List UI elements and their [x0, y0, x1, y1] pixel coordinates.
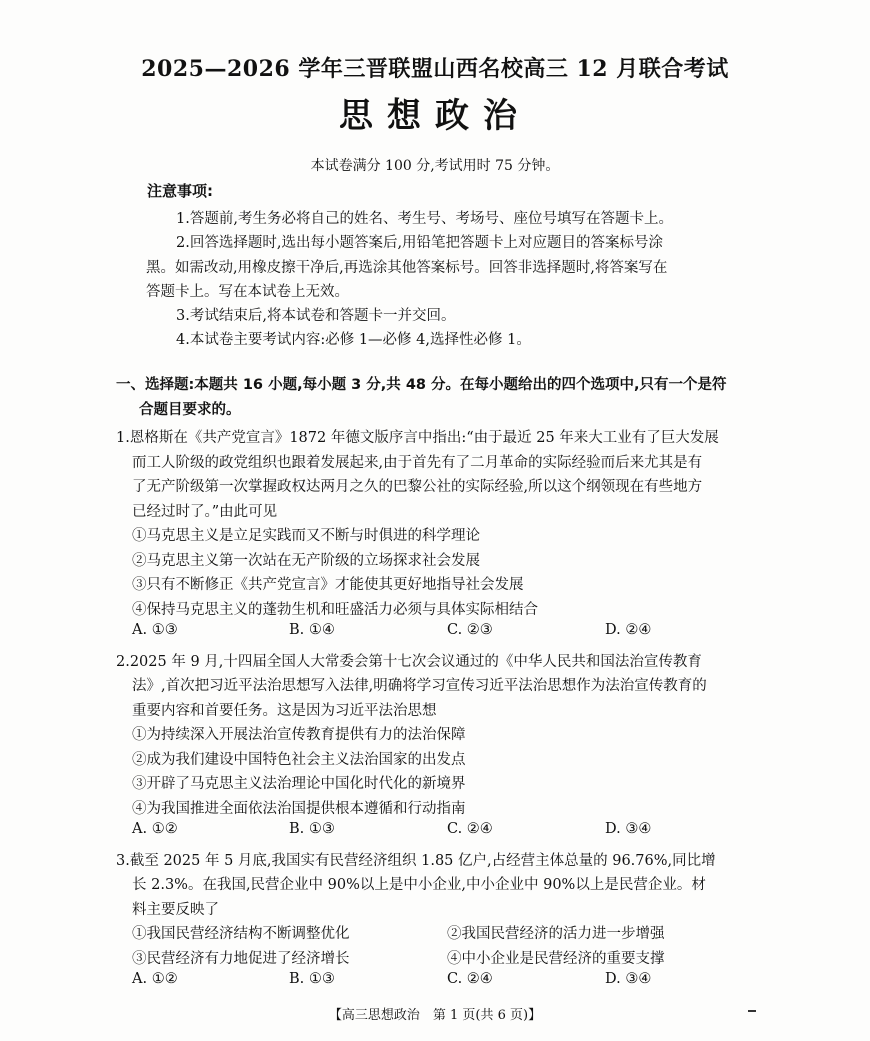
note-line: 1.答题前,考生务必将自己的姓名、考生号、考场号、座位号填写在答题卡上。	[176, 211, 673, 227]
statement: ③开辟了马克思主义法治理论中国化时代化的新境界	[132, 776, 466, 792]
statement: ①马克思主义是立足实践而又不断与时俱进的科学理论	[132, 528, 480, 544]
option-b: B. ①④	[289, 622, 335, 638]
scan-mark	[748, 1010, 756, 1012]
question-stem: 1.恩格斯在《共产党宣言》1872 年德文版序言中指出:“由于最近 25 年来大工业有了巨大发展	[116, 430, 719, 446]
statement: ①我国民营经济结构不断调整优化	[132, 926, 350, 942]
question-stem: 长 2.3%。在我国,民营企业中 90%以上是中小企业,中小企业中 90%以上是民营企业。材	[132, 877, 706, 893]
question-stem: 料主要反映了	[132, 902, 219, 918]
question-stem: 了无产阶级第一次掌握政权达两月之久的巴黎公社的实际经验,所以这个纲领现在有些地方	[132, 479, 703, 495]
option-a: A. ①②	[132, 971, 178, 987]
statement: ②成为我们建设中国特色社会主义法治国家的出发点	[132, 752, 466, 768]
statement: ①为持续深入开展法治宣传教育提供有力的法治保障	[132, 727, 466, 743]
statement: ④保持马克思主义的蓬勃生机和旺盛活力必须与具体实际相结合	[132, 602, 538, 618]
note-line: 3.考试结束后,将本试卷和答题卡一并交回。	[176, 308, 456, 324]
statement: ③只有不断修正《共产党宣言》才能使其更好地指导社会发展	[132, 577, 524, 593]
statement: ③民营经济有力地促进了经济增长	[132, 951, 350, 967]
statement: ④为我国推进全面依法治国提供根本遵循和行动指南	[132, 801, 466, 817]
statement: ②马克思主义第一次站在无产阶级的立场探求社会发展	[132, 553, 480, 569]
option-d: D. ②④	[605, 622, 652, 638]
question-stem: 而工人阶级的政党组织也跟着发展起来,由于首先有了二月革命的实际经验而后来尤其是有	[132, 455, 703, 471]
question-stem: 法》,首次把习近平法治思想写入法律,明确将学习宣传习近平法治思想作为法治宣传教育的	[132, 678, 707, 694]
subject-title: 思想政治	[339, 96, 531, 136]
question-stem: 已经过时了。”由此可见	[132, 504, 278, 520]
option-c: C. ②③	[447, 622, 493, 638]
exam-info: 本试卷满分 100 分,考试用时 75 分钟。	[310, 158, 560, 174]
question-stem: 2.2025 年 9 月,十四届全国人大常委会第十七次会议通过的《中华人民共和国法治宣传教育	[116, 654, 702, 670]
option-d: D. ③④	[605, 971, 652, 987]
note-line: 2.回答选择题时,选出每小题答案后,用铅笔把答题卡上对应题目的答案标号涂	[176, 235, 664, 251]
section-heading-cont: 合题目要求的。	[139, 402, 241, 418]
statement: ②我国民营经济的活力进一步增强	[447, 926, 665, 942]
option-a: A. ①②	[132, 821, 178, 837]
statement: ④中小企业是民营经济的重要支撑	[447, 951, 665, 967]
note-line: 答题卡上。写在本试卷上无效。	[146, 284, 349, 300]
option-c: C. ②④	[447, 821, 493, 837]
option-d: D. ③④	[605, 821, 652, 837]
notes-heading: 注意事项:	[147, 182, 213, 200]
option-b: B. ①③	[289, 971, 335, 987]
section-heading: 一、选择题:本题共 16 小题,每小题 3 分,共 48 分。在每小题给出的四个选项中,只有一个是符	[116, 377, 727, 393]
note-line: 4.本试卷主要考试内容:必修 1—必修 4,选择性必修 1。	[176, 332, 531, 348]
question-stem: 3.截至 2025 年 5 月底,我国实有民营经济组织 1.85 亿户,占经营主体总量的 96.76%,同比增	[116, 853, 716, 869]
option-b: B. ①③	[289, 821, 335, 837]
option-c: C. ②④	[447, 971, 493, 987]
page-footer: 【高三思想政治 第 1 页(共 6 页)】	[328, 1008, 542, 1023]
note-line: 黑。如需改动,用橡皮擦干净后,再选涂其他答案标号。回答非选择题时,将答案写在	[146, 260, 668, 276]
question-stem: 重要内容和首要任务。这是因为习近平法治思想	[132, 703, 437, 719]
exam-title: 2025—2026 学年三晋联盟山西名校高三 12 月联合考试	[141, 56, 729, 82]
option-a: A. ①③	[132, 622, 178, 638]
